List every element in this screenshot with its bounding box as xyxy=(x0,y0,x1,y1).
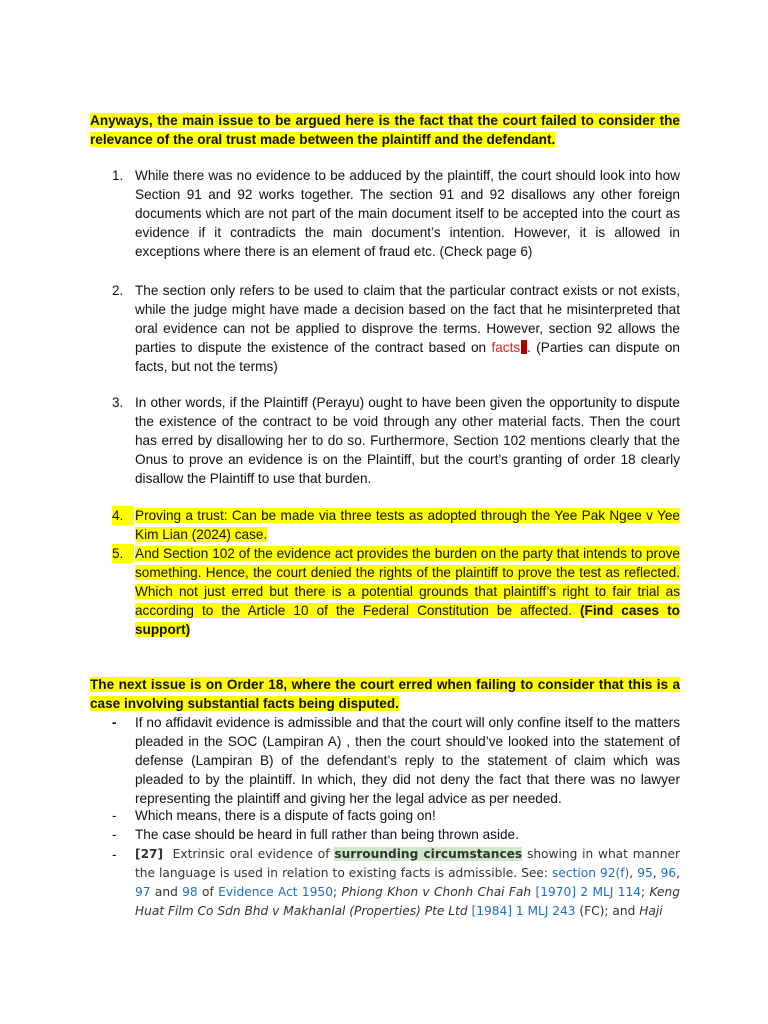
search-highlight: surrounding circumstances xyxy=(334,847,523,861)
facts-comment-anchor[interactable]: facts xyxy=(491,340,521,355)
link-evidence-act[interactable]: Evidence Act 1950 xyxy=(218,885,333,899)
link-citation-1984[interactable]: [1984] 1 MLJ 243 xyxy=(471,904,576,918)
link-section-97[interactable]: 97 xyxy=(135,885,151,899)
section-heading-oral-trust: Anyways, the main issue to be argued here is the fact that the court failed to consider the relevance of the oral trust made between the plaintiff and the defendant. xyxy=(90,113,680,147)
quoted-case-excerpt: - [27] Extrinsic oral evidence of surrounding circumstances showing in what manner the language is used in relation to existing facts is admissible. See: section 92(f), 95, 96, 97 and 98 of Evidence Act 1950; Phiong Khon v Chonh Chai Fah [1970] 2 MLJ 114; Keng Huat Film Co Sdn Bhd v Makhanlal (Properties) Pte Ltd [1984] 1 MLJ 243 (FC); and Haji xyxy=(112,847,681,918)
link-section-98[interactable]: 98 xyxy=(182,885,198,899)
link-citation-1970[interactable]: [1970] 2 MLJ 114 xyxy=(535,885,641,899)
link-section-95[interactable]: 95 xyxy=(637,866,653,880)
list-item-5: 5. And Section 102 of the evidence act provides the burden on the party that intends to prove something. Hence, the court denied the rights of the plaintiff to prove the test as reflected. Which not just erred but there is a potential grounds that plaintiff’s right to fair trial as according to the Article 10 of the Federal Constitution be affected. (Find cases to support) xyxy=(112,546,680,637)
bullet-item-3: - The case should be heard in full rather than being thrown aside. xyxy=(112,827,519,842)
link-section-96[interactable]: 96 xyxy=(660,866,677,880)
bullet-item-2: - Which means, there is a dispute of facts going on! xyxy=(112,808,436,823)
list-item-1: 1. While there was no evidence to be adduced by the plaintiff, the court should look into how Section 91 and 92 works together. The section 91 and 92 disallows any other foreign documents which are not part of the main document itself to be accepted into the court as evidence if it contradicts the main document’s intention. However, it is allowed in exceptions where there is an element of fraud etc. (Check page 6) xyxy=(112,168,680,259)
list-item-4: 4. Proving a trust: Can be made via three tests as adopted through the Yee Pak Ngee v Yee Kim Lian (2024) case. xyxy=(112,508,680,542)
section-heading-order-18: The next issue is on Order 18, where the court erred when failing to consider that this is a case involving substantial facts being disputed. xyxy=(90,677,680,711)
link-section-92f[interactable]: section 92(f) xyxy=(552,866,630,880)
list-item-2: 2. The section only refers to be used to claim that the particular contract exists or not exists, while the judge might have made a decision based on the fact that he misinterpreted that oral evidence can not be applied to disprove the terms. However, section 92 allows the parties to dispute the existence of the contract based on facts . (Parties can dispute on facts, but not the terms) xyxy=(112,283,680,374)
bullet-item-1: - If no affidavit evidence is admissible and that the court will only confine itself to the matters pleaded in the SOC (Lampiran A) , then the court should’ve looked into the statement of defense (Lampiran B) of the defendant’s reply to the statement of claim which was pleaded to by the plaintiff. In which, they did not deny the fact that there was no lawyer representing the plaintiff and giving her the legal advice as per needed. xyxy=(112,715,680,806)
list-item-3: 3. In other words, if the Plaintiff (Perayu) ought to have been given the opportunity to dispute the existence of the contract to be void through any other material facts. Then the court has erred by disallowing her to do so. Furthermore, Section 102 mentions clearly that the Onus to prove an evidence is on the Plaintiff, but the court’s granting of order 18 clearly disallow the Plaintiff to use that burden. xyxy=(112,395,680,486)
